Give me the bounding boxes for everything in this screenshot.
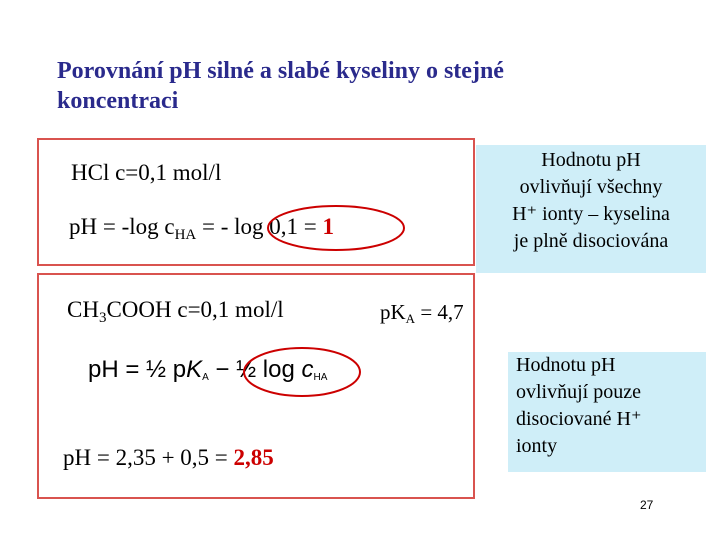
formula-mid: − ½ log (208, 356, 302, 383)
formula-k: K (186, 356, 203, 383)
strong-acid-note (476, 145, 706, 273)
note-line: disociované H⁺ (516, 408, 642, 430)
note-line: H⁺ ionty – kyselina (512, 203, 670, 225)
note-line: ionty (516, 435, 558, 457)
formula-pre: pH = ½ p (88, 356, 187, 383)
strong-acid-label: HCl c=0,1 mol/l (71, 160, 222, 185)
strong-acid-box (37, 138, 475, 266)
note-line: je plně disociována (513, 230, 669, 252)
pka-sub: A (405, 311, 416, 326)
ph-prefix: pH = -log c (69, 214, 175, 239)
formula-csub: HA (313, 372, 328, 383)
pka-pre: pK (380, 300, 406, 324)
pka-value (380, 300, 464, 327)
note-line: Hodnotu pH (516, 354, 616, 376)
formula-c: c (301, 356, 314, 383)
highlight-ellipse (261, 202, 411, 262)
label-pre: CH (67, 297, 99, 322)
weak-acid-note (508, 352, 706, 472)
slide-title: Porovnání pH silné a slabé kyseliny o stejné koncentraci (57, 58, 504, 114)
weak-acid-label (67, 297, 284, 327)
formula-highlight-ellipse-shape (244, 348, 360, 396)
note-line: Hodnotu pH (541, 149, 641, 171)
weak-acid-ph-equation (63, 445, 274, 471)
weak-acid-ph-result: 2,85 (233, 445, 274, 470)
label-post: COOH c=0,1 mol/l (106, 297, 284, 322)
pka-post: = 4,7 (415, 300, 464, 324)
ph-sub: HA (174, 227, 197, 243)
note-line: ovlivňují všechny (519, 176, 663, 198)
ph-mid: = - log 0,1 = (196, 214, 323, 239)
highlight-ellipse-shape (268, 206, 404, 250)
formula-ksub: A (202, 372, 209, 383)
ph-calc: pH = 2,35 + 0,5 = (63, 445, 234, 470)
page-number: 27 (640, 498, 654, 512)
formula-highlight-ellipse (240, 342, 370, 402)
note-line: ovlivňují pouze (516, 381, 641, 403)
strong-acid-ph-result: 1 (322, 214, 335, 239)
label-sub: 3 (98, 310, 107, 326)
